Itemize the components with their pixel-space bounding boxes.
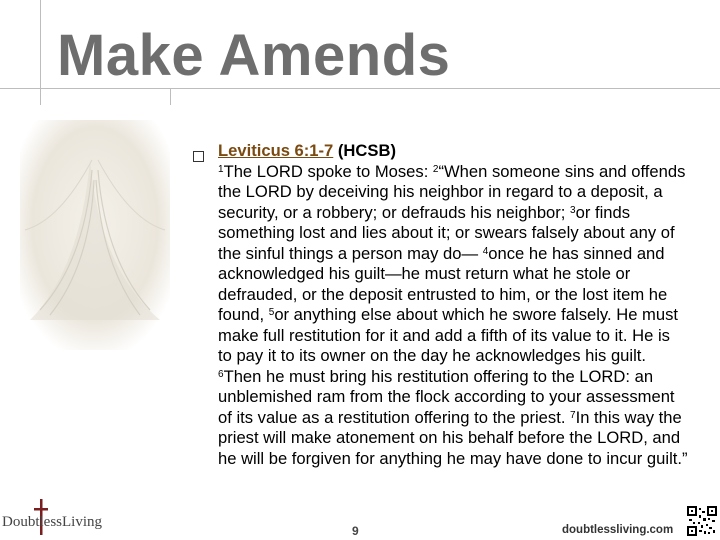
verse-1 xyxy=(218,162,433,181)
verse-number: 7 xyxy=(570,409,576,421)
title-frame xyxy=(0,0,720,105)
verse-number: 6 xyxy=(218,368,224,380)
verse-text: The LORD spoke to Moses: xyxy=(223,161,433,181)
verse-5 xyxy=(218,305,678,365)
frame-line-left xyxy=(40,0,41,105)
verse-number: 2 xyxy=(432,163,439,175)
reference-line xyxy=(218,141,688,162)
verse-text: or finds something lost and lies about it; or swears falsely about any of the sinful things a person may do— xyxy=(218,202,675,263)
verse-text: In this way the priest will make atonement on his behalf before the LORD, and he will be forgiven for anything he may have done to incur guilt.” xyxy=(218,407,688,468)
open-book-image xyxy=(20,120,170,350)
verse-text: Then he must bring his restitution offering to the LORD: an unblemished ram from the flock according to your assessment of its value as a restitution offering to the priest. xyxy=(218,366,675,427)
qr-code-icon xyxy=(687,506,717,536)
verse-number: 1 xyxy=(218,163,224,175)
logo-text: DoubtlessLiving xyxy=(2,514,102,530)
page-number: 9 xyxy=(352,524,359,538)
verse-number: 4 xyxy=(482,245,489,257)
slide-title: Make Amends xyxy=(57,23,451,88)
verse-text: “When someone sins and offends the LORD by deceiving his neighbor in regard to a deposit, a security, or a robbery; or defrauds his neighbor; xyxy=(218,161,686,222)
verse-number: 3 xyxy=(570,204,576,216)
frame-line-tick xyxy=(170,88,171,105)
scripture-text xyxy=(218,141,688,469)
reference-link[interactable]: Leviticus 6:1-7 xyxy=(218,141,334,160)
bullet-square-icon xyxy=(193,151,204,162)
verse-number: 5 xyxy=(268,307,275,318)
verse-text: or anything else about which he swore falsely. He must make full restitution for it and add a fifth of its value to it. He is to pay it to its owner on the day he acknowledges his guilt. xyxy=(218,305,678,365)
website-label: doubtlessliving.com xyxy=(562,524,674,536)
verse-text: once he has sinned and acknowledged his guilt—he must return what he stole or defrauded, or the deposit entrusted to him, or the lost item he found, xyxy=(218,243,668,324)
version-label: (HCSB) xyxy=(337,141,396,160)
